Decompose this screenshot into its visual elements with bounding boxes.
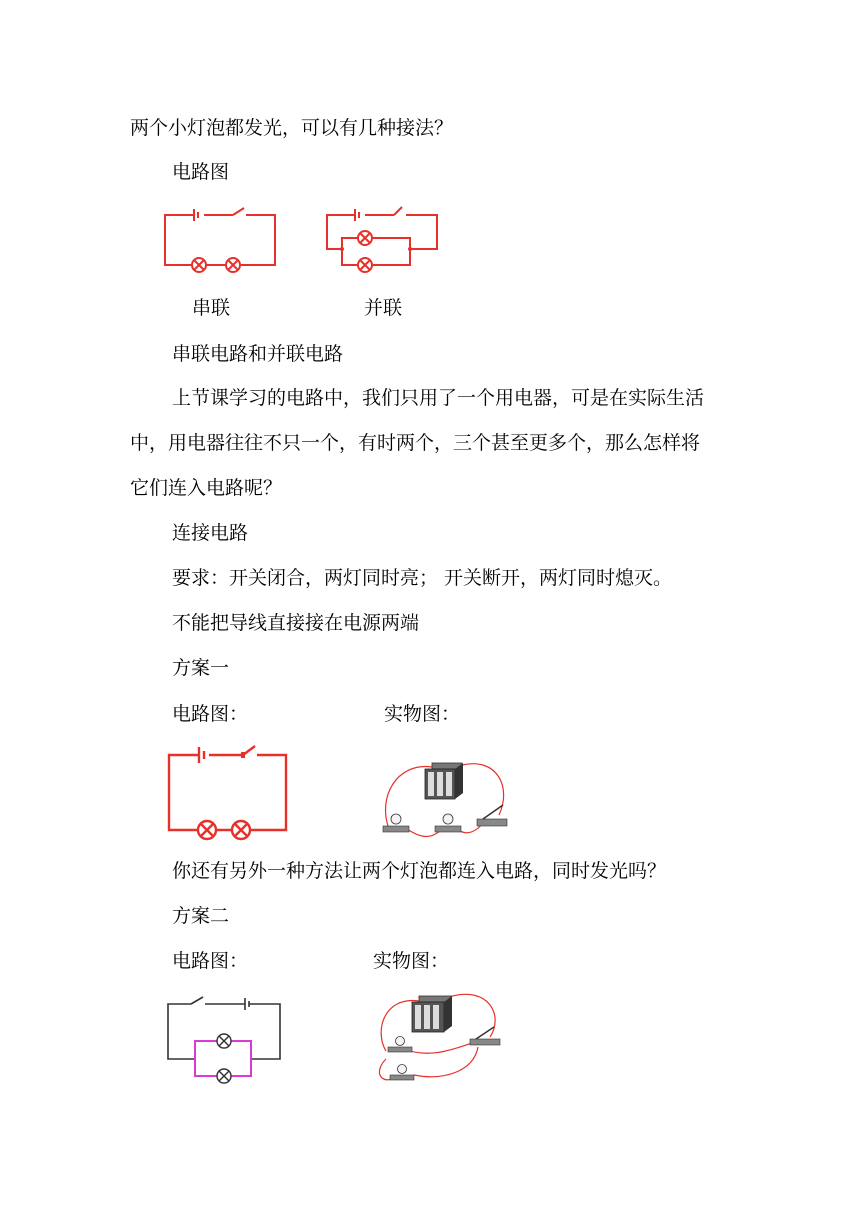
bulb-holder-icon bbox=[388, 1037, 412, 1053]
plan2-circuit-diagram bbox=[163, 993, 288, 1083]
plan2-physical-sketch bbox=[374, 991, 509, 1086]
plan1-circuit-diagram bbox=[163, 742, 293, 837]
connect-heading: 连接电路 bbox=[172, 522, 249, 544]
parallel-caption: 并联 bbox=[364, 297, 403, 319]
plan2-diagram-label: 电路图： bbox=[172, 950, 249, 972]
warning-text: 不能把导线直接接在电源两端 bbox=[172, 612, 420, 634]
plan2-photo-label: 实物图： bbox=[373, 950, 450, 972]
intro-line-1: 上节课学习的电路中，我们只用了一个用电器，可是在实际生活 bbox=[172, 387, 705, 409]
intro-line-3: 它们连入电路呢？ bbox=[130, 477, 283, 499]
switch-icon bbox=[470, 1027, 500, 1045]
plan1-title: 方案一 bbox=[172, 657, 230, 679]
section-title: 串联电路和并联电路 bbox=[172, 343, 344, 365]
intro-line-2: 中，用电器往往不只一个，有时两个，三个甚至更多个，那么怎样将 bbox=[130, 432, 701, 454]
requirement-text: 要求：开关闭合，两灯同时亮； 开关断开，两灯同时熄灭。 bbox=[172, 567, 673, 589]
series-caption: 串联 bbox=[192, 297, 231, 319]
plan2-title: 方案二 bbox=[172, 905, 230, 927]
other-method-question: 你还有另外一种方法让两个灯泡都连入电路，同时发光吗？ bbox=[172, 860, 667, 882]
diagram-heading: 电路图 bbox=[172, 161, 230, 183]
plan1-physical-sketch bbox=[377, 757, 527, 842]
bulb-holder-icon bbox=[390, 1065, 414, 1081]
question-text: 两个小灯泡都发光，可以有几种接法？ bbox=[130, 117, 454, 139]
bulb-holder-icon bbox=[435, 814, 461, 832]
switch-icon bbox=[477, 805, 507, 826]
plan1-diagram-label: 电路图： bbox=[172, 703, 249, 725]
plan1-photo-label: 实物图： bbox=[384, 703, 461, 725]
series-circuit-diagram bbox=[160, 205, 280, 275]
battery-icon bbox=[425, 763, 463, 799]
parallel-circuit-diagram bbox=[322, 205, 442, 275]
